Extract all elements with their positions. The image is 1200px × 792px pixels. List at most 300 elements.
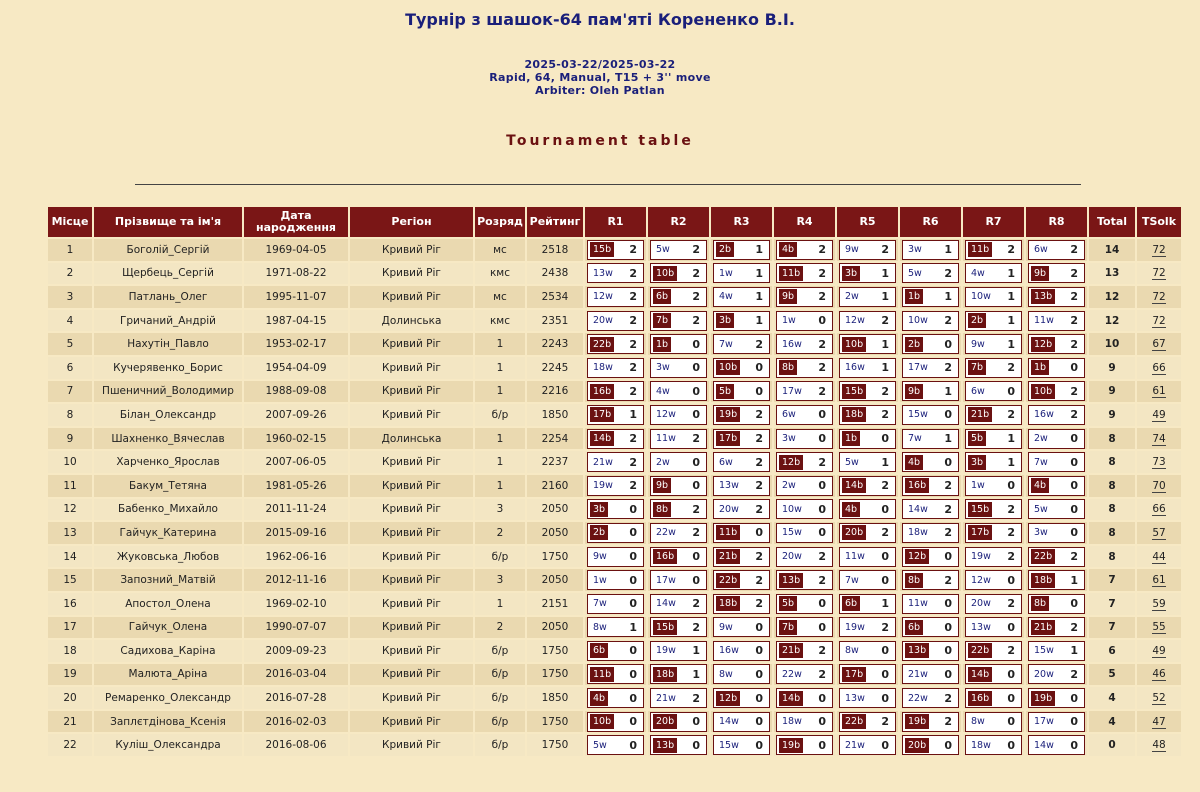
- opponent-label: 13w: [590, 266, 616, 281]
- round-points: 2: [755, 597, 763, 611]
- opponent-label: 14b: [590, 431, 614, 446]
- cell-tsolk: [1137, 664, 1181, 686]
- round-result-r6: [900, 451, 961, 473]
- round-result-r7: [963, 546, 1024, 568]
- tsolk-link[interactable]: 61: [1152, 574, 1166, 587]
- round-points: 0: [944, 738, 952, 752]
- opponent-label: 15w: [1031, 643, 1057, 658]
- cell-rating: 1750: [527, 711, 583, 733]
- result-box: [1028, 358, 1085, 378]
- tsolk-link[interactable]: 59: [1152, 597, 1166, 610]
- round-points: 2: [692, 290, 700, 304]
- cell-tsolk: [1137, 617, 1181, 639]
- opponent-label: 8w: [716, 667, 736, 682]
- round-points: 0: [818, 314, 826, 328]
- round-points: 2: [755, 408, 763, 422]
- result-box: [650, 641, 707, 661]
- round-points: 0: [944, 597, 952, 611]
- round-points: 0: [1070, 597, 1078, 611]
- round-points: 0: [692, 479, 700, 493]
- round-points: 2: [818, 243, 826, 257]
- opponent-label: 5w: [905, 266, 925, 281]
- cell-rating: 2243: [527, 333, 583, 355]
- round-result-r2: [648, 310, 709, 332]
- result-box: [713, 452, 770, 472]
- round-result-r8: [1026, 687, 1087, 709]
- table-row: [48, 239, 1181, 261]
- result-box: [839, 452, 896, 472]
- cell-total: 8: [1089, 499, 1135, 521]
- cell-region: Кривий Ріг: [350, 475, 473, 497]
- tsolk-link[interactable]: 55: [1152, 621, 1166, 634]
- col-header-place: Місце: [48, 207, 92, 237]
- opponent-label: 10b: [590, 714, 614, 729]
- tsolk-link[interactable]: 49: [1152, 644, 1166, 657]
- round-result-r4: [774, 593, 835, 615]
- opponent-label: 1w: [968, 478, 988, 493]
- result-box: [713, 735, 770, 755]
- opponent-label: 5w: [590, 738, 610, 753]
- result-box: [1028, 405, 1085, 425]
- tsolk-link[interactable]: 47: [1152, 715, 1166, 728]
- table-row: [48, 569, 1181, 591]
- round-result-r6: [900, 381, 961, 403]
- opponent-label: 7b: [653, 313, 671, 328]
- result-box: [965, 735, 1022, 755]
- cell-total: 7: [1089, 617, 1135, 639]
- round-points: 0: [1070, 502, 1078, 516]
- round-points: 0: [692, 550, 700, 564]
- round-result-r1: [585, 239, 646, 261]
- cell-place: 16: [48, 593, 92, 615]
- opponent-label: 7b: [779, 620, 797, 635]
- cell-region: Кривий Ріг: [350, 546, 473, 568]
- tsolk-link[interactable]: 57: [1152, 526, 1166, 539]
- round-result-r2: [648, 381, 709, 403]
- tsolk-link[interactable]: 44: [1152, 550, 1166, 563]
- round-points: 1: [755, 243, 763, 257]
- round-result-r5: [837, 310, 898, 332]
- opponent-label: 15w: [779, 525, 805, 540]
- round-result-r5: [837, 263, 898, 285]
- cell-rating: 2216: [527, 381, 583, 403]
- cell-rank: мс: [475, 239, 525, 261]
- round-result-r1: [585, 428, 646, 450]
- cell-tsolk: [1137, 475, 1181, 497]
- cell-total: 6: [1089, 640, 1135, 662]
- round-points: 2: [629, 290, 637, 304]
- round-points: 2: [818, 667, 826, 681]
- round-points: 2: [818, 550, 826, 564]
- tsolk-link[interactable]: 48: [1152, 739, 1166, 752]
- round-points: 0: [881, 667, 889, 681]
- result-box: [587, 523, 644, 543]
- result-box: [839, 499, 896, 519]
- cell-total: 8: [1089, 546, 1135, 568]
- result-box: [965, 311, 1022, 331]
- round-result-r3: [711, 310, 772, 332]
- result-box: [650, 240, 707, 260]
- cell-region: Кривий Ріг: [350, 333, 473, 355]
- opponent-label: 10b: [842, 337, 866, 352]
- round-points: 2: [818, 384, 826, 398]
- tsolk-link[interactable]: 66: [1152, 503, 1166, 516]
- round-result-r3: [711, 428, 772, 450]
- result-box: [776, 452, 833, 472]
- opponent-label: 11b: [968, 242, 992, 257]
- result-box: [587, 358, 644, 378]
- table-row: [48, 428, 1181, 450]
- round-points: 0: [692, 455, 700, 469]
- round-points: 0: [692, 384, 700, 398]
- round-result-r5: [837, 451, 898, 473]
- round-result-r6: [900, 286, 961, 308]
- round-points: 2: [1070, 620, 1078, 634]
- round-result-r6: [900, 357, 961, 379]
- cell-rating: 2050: [527, 522, 583, 544]
- result-box: [713, 287, 770, 307]
- cell-name: Бакум_Тетяна: [94, 475, 242, 497]
- result-box: [839, 570, 896, 590]
- opponent-label: 3w: [779, 431, 799, 446]
- round-result-r2: [648, 640, 709, 662]
- round-points: 2: [692, 691, 700, 705]
- table-row: [48, 451, 1181, 473]
- round-points: 0: [1070, 479, 1078, 493]
- round-points: 2: [1070, 290, 1078, 304]
- cell-tsolk: [1137, 451, 1181, 473]
- result-box: [902, 429, 959, 449]
- round-points: 2: [1070, 266, 1078, 280]
- cell-rank: 3: [475, 499, 525, 521]
- round-result-r1: [585, 263, 646, 285]
- result-box: [902, 287, 959, 307]
- cell-rank: 1: [475, 381, 525, 403]
- result-box: [1028, 641, 1085, 661]
- result-box: [587, 263, 644, 283]
- result-box: [713, 617, 770, 637]
- table-row: [48, 734, 1181, 756]
- round-points: 0: [629, 691, 637, 705]
- result-box: [902, 240, 959, 260]
- result-box: [902, 712, 959, 732]
- result-box: [902, 452, 959, 472]
- round-points: 0: [944, 620, 952, 634]
- cell-total: 10: [1089, 333, 1135, 355]
- cell-name: Гайчук_Олена: [94, 617, 242, 639]
- cell-rating: 2351: [527, 310, 583, 332]
- round-result-r5: [837, 428, 898, 450]
- opponent-label: 9b: [905, 384, 923, 399]
- result-box: [776, 570, 833, 590]
- opponent-label: 8w: [842, 643, 862, 658]
- cell-region: Кривий Ріг: [350, 617, 473, 639]
- cell-name: Гричаний_Андрій: [94, 310, 242, 332]
- round-result-r3: [711, 381, 772, 403]
- round-points: 1: [881, 597, 889, 611]
- cell-place: 4: [48, 310, 92, 332]
- cell-rank: 2: [475, 617, 525, 639]
- result-box: [965, 263, 1022, 283]
- cell-name: Апостол_Олена: [94, 593, 242, 615]
- opponent-label: 1b: [842, 431, 860, 446]
- opponent-label: 1b: [653, 337, 671, 352]
- round-points: 2: [755, 337, 763, 351]
- tsolk-link[interactable]: 72: [1152, 243, 1166, 256]
- result-box: [1028, 381, 1085, 401]
- opponent-label: 15b: [968, 502, 992, 517]
- result-box: [587, 641, 644, 661]
- round-points: 0: [944, 455, 952, 469]
- result-box: [776, 735, 833, 755]
- result-box: [902, 570, 959, 590]
- cell-rank: 3: [475, 569, 525, 591]
- result-box: [902, 594, 959, 614]
- opponent-label: 20w: [1031, 667, 1057, 682]
- round-points: 1: [692, 644, 700, 658]
- opponent-label: 10w: [968, 289, 994, 304]
- cell-place: 11: [48, 475, 92, 497]
- result-box: [839, 547, 896, 567]
- result-box: [1028, 287, 1085, 307]
- tsolk-link[interactable]: 66: [1152, 361, 1166, 374]
- round-result-r7: [963, 687, 1024, 709]
- cell-region: Кривий Ріг: [350, 263, 473, 285]
- result-box: [1028, 664, 1085, 684]
- round-result-r4: [774, 239, 835, 261]
- col-header-tsolk: TSolk: [1137, 207, 1181, 237]
- round-points: 1: [881, 337, 889, 351]
- round-points: 0: [818, 526, 826, 540]
- opponent-label: 4b: [905, 455, 923, 470]
- round-result-r6: [900, 475, 961, 497]
- round-result-r4: [774, 286, 835, 308]
- opponent-label: 5w: [1031, 502, 1051, 517]
- result-box: [1028, 617, 1085, 637]
- result-box: [650, 547, 707, 567]
- tsolk-link[interactable]: 46: [1152, 668, 1166, 681]
- round-result-r3: [711, 664, 772, 686]
- cell-total: 13: [1089, 263, 1135, 285]
- cell-place: 22: [48, 734, 92, 756]
- round-points: 0: [755, 738, 763, 752]
- round-points: 0: [944, 550, 952, 564]
- tsolk-link[interactable]: 72: [1152, 314, 1166, 327]
- round-result-r2: [648, 499, 709, 521]
- round-result-r3: [711, 286, 772, 308]
- round-result-r2: [648, 546, 709, 568]
- tsolk-link[interactable]: 72: [1152, 290, 1166, 303]
- round-points: 0: [629, 502, 637, 516]
- cell-total: 8: [1089, 451, 1135, 473]
- cell-tsolk: [1137, 239, 1181, 261]
- round-points: 1: [944, 243, 952, 257]
- tsolk-link[interactable]: 73: [1152, 456, 1166, 469]
- round-points: 2: [1007, 243, 1015, 257]
- col-header-r1: R1: [585, 207, 646, 237]
- opponent-label: 2w: [653, 455, 673, 470]
- cell-tsolk: [1137, 310, 1181, 332]
- round-points: 2: [1070, 243, 1078, 257]
- round-result-r4: [774, 475, 835, 497]
- tsolk-link[interactable]: 74: [1152, 432, 1166, 445]
- round-result-r7: [963, 640, 1024, 662]
- result-box: [839, 334, 896, 354]
- tsolk-link[interactable]: 72: [1152, 267, 1166, 280]
- round-points: 2: [881, 314, 889, 328]
- round-points: 1: [944, 432, 952, 446]
- cell-place: 7: [48, 381, 92, 403]
- round-points: 2: [818, 266, 826, 280]
- opponent-label: 2b: [968, 313, 986, 328]
- round-result-r7: [963, 333, 1024, 355]
- round-result-r5: [837, 734, 898, 756]
- cell-region: Кривий Ріг: [350, 687, 473, 709]
- round-result-r3: [711, 593, 772, 615]
- opponent-label: 6w: [716, 455, 736, 470]
- col-header-rating: Рейтинг: [527, 207, 583, 237]
- opponent-label: 16b: [968, 691, 992, 706]
- round-result-r1: [585, 381, 646, 403]
- cell-place: 12: [48, 499, 92, 521]
- cell-tsolk: [1137, 522, 1181, 544]
- round-points: 2: [629, 455, 637, 469]
- result-box: [965, 499, 1022, 519]
- round-points: 1: [755, 314, 763, 328]
- result-box: [713, 641, 770, 661]
- cell-name: Шахненко_Вячеслав: [94, 428, 242, 450]
- opponent-label: 6b: [653, 289, 671, 304]
- tsolk-link[interactable]: 49: [1152, 408, 1166, 421]
- cell-tsolk: [1137, 593, 1181, 615]
- round-points: 2: [1007, 361, 1015, 375]
- result-box: [650, 664, 707, 684]
- round-result-r2: [648, 475, 709, 497]
- opponent-label: 3b: [968, 455, 986, 470]
- round-result-r8: [1026, 522, 1087, 544]
- cell-tsolk: [1137, 333, 1181, 355]
- table-row: [48, 664, 1181, 686]
- cell-place: 15: [48, 569, 92, 591]
- round-points: 2: [944, 573, 952, 587]
- round-points: 1: [881, 455, 889, 469]
- col-header-total: Total: [1089, 207, 1135, 237]
- cell-rating: 2160: [527, 475, 583, 497]
- cell-dob: 2016-08-06: [244, 734, 348, 756]
- round-result-r2: [648, 687, 709, 709]
- divider: [135, 184, 1081, 185]
- tsolk-link[interactable]: 61: [1152, 385, 1166, 398]
- col-header-r8: R8: [1026, 207, 1087, 237]
- result-box: [839, 263, 896, 283]
- opponent-label: 21b: [779, 643, 803, 658]
- round-result-r2: [648, 333, 709, 355]
- round-points: 0: [755, 526, 763, 540]
- result-box: [713, 523, 770, 543]
- round-result-r4: [774, 381, 835, 403]
- round-points: 1: [1070, 573, 1078, 587]
- round-points: 2: [818, 337, 826, 351]
- tsolk-link[interactable]: 70: [1152, 479, 1166, 492]
- result-box: [965, 405, 1022, 425]
- round-result-r1: [585, 664, 646, 686]
- opponent-label: 16b: [653, 549, 677, 564]
- cell-rank: 1: [475, 451, 525, 473]
- result-box: [902, 405, 959, 425]
- tsolk-link[interactable]: 67: [1152, 338, 1166, 351]
- opponent-label: 4w: [968, 266, 988, 281]
- cell-place: 6: [48, 357, 92, 379]
- cell-total: 12: [1089, 286, 1135, 308]
- opponent-label: 7w: [842, 573, 862, 588]
- result-box: [713, 499, 770, 519]
- cell-dob: 1953-02-17: [244, 333, 348, 355]
- round-result-r3: [711, 404, 772, 426]
- opponent-label: 6w: [1031, 242, 1051, 257]
- round-result-r5: [837, 381, 898, 403]
- result-box: [776, 240, 833, 260]
- result-box: [839, 476, 896, 496]
- result-box: [776, 476, 833, 496]
- result-box: [650, 735, 707, 755]
- cell-total: 9: [1089, 404, 1135, 426]
- opponent-label: 4b: [779, 242, 797, 257]
- result-box: [902, 476, 959, 496]
- col-header-name: Прізвище та ім'я: [94, 207, 242, 237]
- round-result-r4: [774, 404, 835, 426]
- tsolk-link[interactable]: 52: [1152, 692, 1166, 705]
- round-points: 0: [818, 408, 826, 422]
- cell-rank: 1: [475, 333, 525, 355]
- round-points: 1: [1007, 432, 1015, 446]
- round-result-r7: [963, 522, 1024, 544]
- cell-name: Бабенко_Михайло: [94, 499, 242, 521]
- opponent-label: 14w: [653, 596, 679, 611]
- opponent-label: 2w: [842, 289, 862, 304]
- cell-rank: б/р: [475, 404, 525, 426]
- round-points: 2: [629, 479, 637, 493]
- round-points: 2: [1070, 384, 1078, 398]
- result-box: [776, 523, 833, 543]
- round-points: 2: [755, 479, 763, 493]
- round-result-r8: [1026, 451, 1087, 473]
- opponent-label: 22w: [653, 525, 679, 540]
- result-box: [587, 452, 644, 472]
- result-box: [650, 287, 707, 307]
- round-result-r1: [585, 711, 646, 733]
- opponent-label: 16w: [716, 643, 742, 658]
- round-points: 2: [944, 479, 952, 493]
- result-box: [587, 547, 644, 567]
- round-points: 0: [818, 597, 826, 611]
- round-points: 0: [881, 644, 889, 658]
- opponent-label: 14w: [1031, 738, 1057, 753]
- opponent-label: 9b: [779, 289, 797, 304]
- round-points: 1: [755, 266, 763, 280]
- round-result-r5: [837, 333, 898, 355]
- round-result-r4: [774, 546, 835, 568]
- round-points: 1: [1007, 337, 1015, 351]
- opponent-label: 20w: [968, 596, 994, 611]
- opponent-label: 18w: [968, 738, 994, 753]
- round-result-r4: [774, 310, 835, 332]
- result-box: [713, 570, 770, 590]
- result-box: [713, 688, 770, 708]
- opponent-label: 11w: [842, 549, 868, 564]
- result-box: [713, 712, 770, 732]
- result-box: [587, 712, 644, 732]
- round-points: 0: [944, 408, 952, 422]
